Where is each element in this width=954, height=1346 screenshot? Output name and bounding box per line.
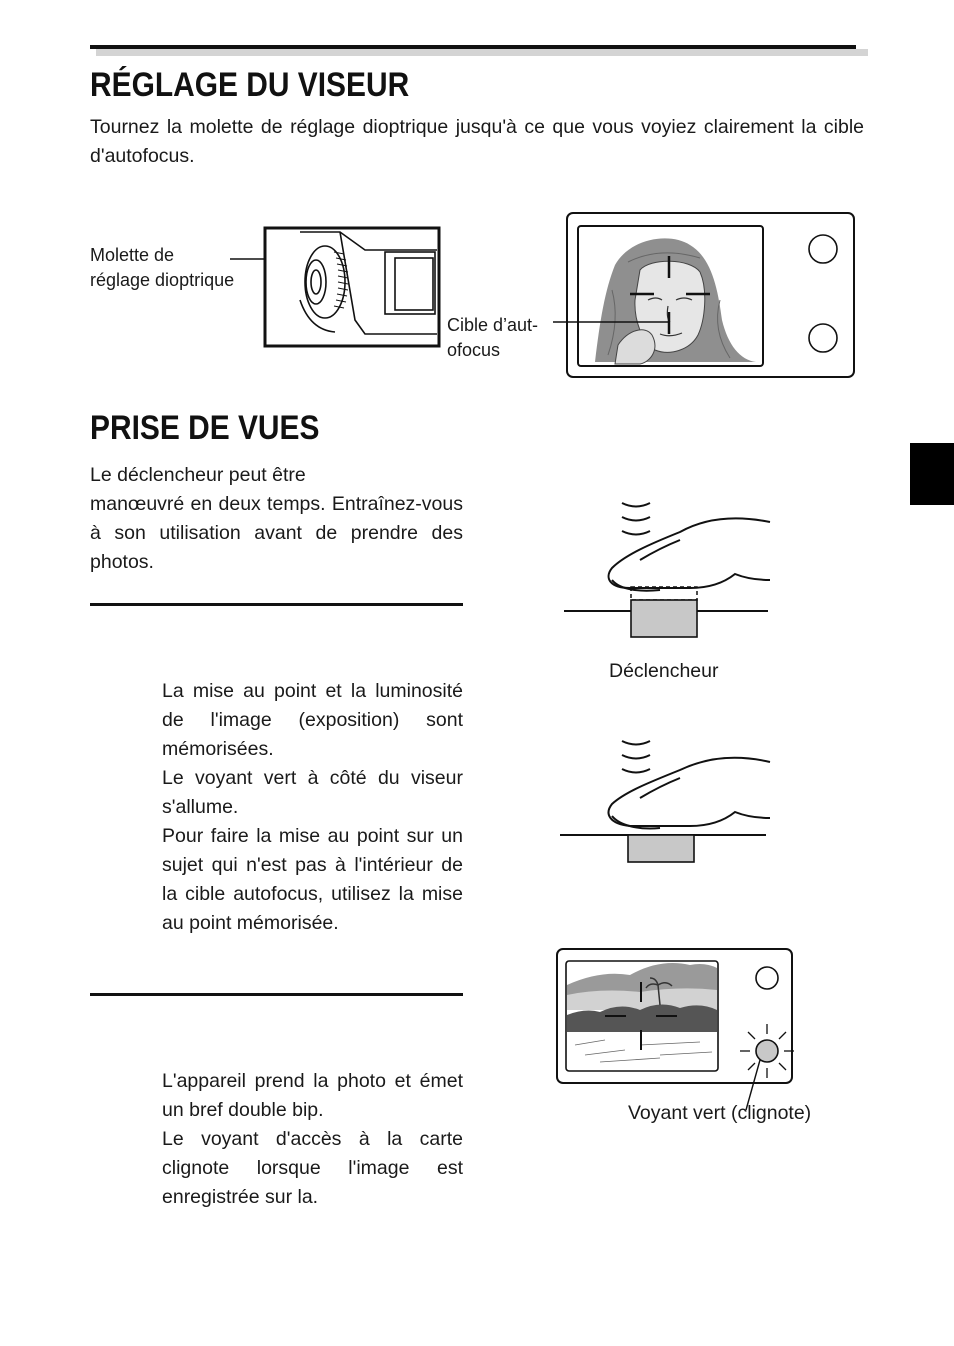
step2-paragraph-2: Le voyant d'accès à la carte clignote lorsque l'image est enregistrée sur la. xyxy=(162,1128,463,1208)
label-af-line1: Cible d’aut- xyxy=(447,315,539,335)
label-af-line2: ofocus xyxy=(447,340,501,360)
label-shutter: Déclencheur xyxy=(609,660,719,682)
label-green-led: Voyant vert (clignote) xyxy=(628,1102,812,1124)
section-body-viewfinder: Tournez la molette de réglage dioptrique jusqu'à ce que vous voyiez clairement la cible d'autofocus. xyxy=(90,116,864,167)
section-title-viewfinder: RÉGLAGE DU VISEUR xyxy=(90,66,410,104)
intro-line1: Le déclencheur peut être xyxy=(90,464,306,486)
intro-rest: manœuvré en deux temps. Entraînez-vous à son utilisation avant de prendre des photos. xyxy=(90,493,463,573)
step1-paragraph-1: La mise au point et la luminosité de l'image (exposition) sont mémorisées. xyxy=(162,680,463,760)
label-dial-line2: réglage dioptrique xyxy=(90,270,235,290)
step1-paragraph-2: Le voyant vert à côté du viseur s'allume. xyxy=(162,767,463,818)
label-dial-line1: Molette de xyxy=(90,245,175,265)
step2-paragraph-1: L'appareil prend la photo et émet un bref double bip. xyxy=(162,1070,463,1121)
section-title-shooting: PRISE DE VUES xyxy=(90,409,320,447)
step1-paragraph-3: Pour faire la mise au point sur un sujet qui n'est pas à l'intérieur de la cible autofocus, utilisez la mise au point mémorisée. xyxy=(162,825,463,934)
